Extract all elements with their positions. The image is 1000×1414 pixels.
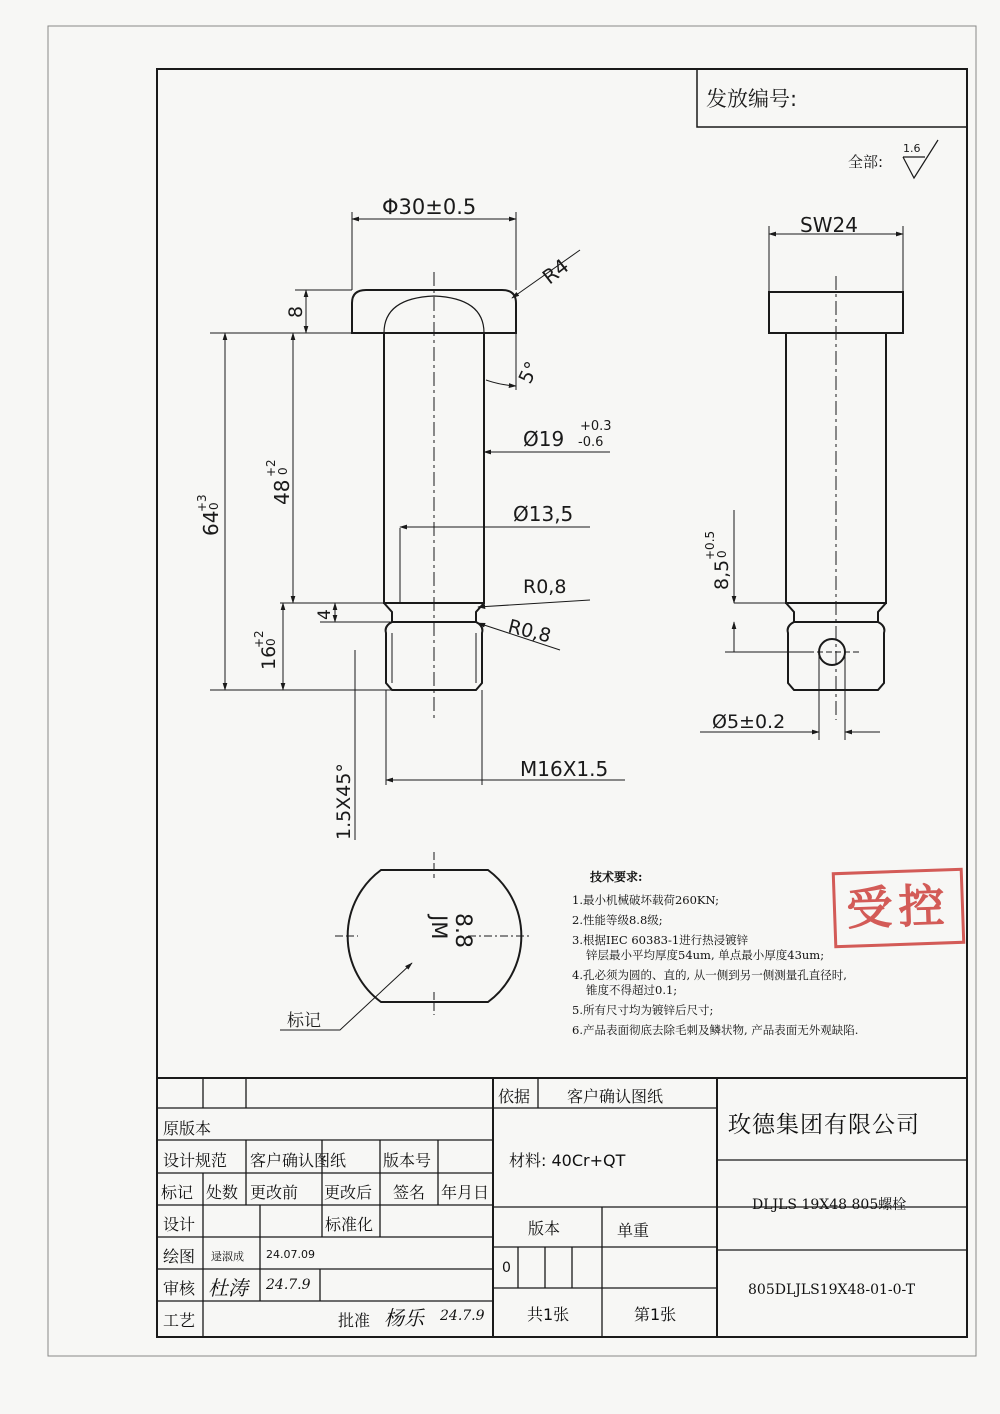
design-label: 设计: [163, 1215, 196, 1234]
dim-chamfer: 1.5X45°: [333, 763, 355, 840]
version-no-label: 版本号: [383, 1151, 432, 1170]
drawing-number: 805DLJLS19X48-01-0-T: [748, 1282, 916, 1298]
tech-requirement-5: 5.所有尺寸均为镀锌后尺寸;: [572, 1003, 714, 1017]
design-spec-value: 客户确认图纸: [250, 1151, 347, 1170]
dim-shank-dia-tol-lower: -0.6: [578, 435, 604, 450]
dim-shank-length-tol-lower: 0: [276, 467, 290, 475]
approver-signature: 杨乐: [384, 1306, 424, 1330]
dim-thread: M16X1.5: [520, 757, 609, 781]
approve-label: 批准: [338, 1311, 371, 1330]
tech-requirements-title: 技术要求:: [590, 870, 643, 884]
dim-groove-width: 4: [315, 609, 335, 620]
material: 材料: 40Cr+QT: [509, 1151, 626, 1170]
version-label: 版本: [528, 1219, 561, 1238]
dim-hole-position: 8,5: [711, 559, 733, 590]
issue-number-label: 发放编号:: [706, 87, 798, 111]
col-sign: 签名: [393, 1183, 426, 1202]
controlled-stamp: 受控: [832, 868, 966, 949]
col-count: 处数: [206, 1183, 239, 1202]
col-after: 更改后: [324, 1183, 373, 1202]
marking-text-jm: JM: [427, 915, 451, 940]
company-name: 玫德集团有限公司: [728, 1112, 920, 1138]
design-spec-label: 设计规范: [163, 1151, 228, 1170]
dim-head-height: 8: [285, 305, 307, 318]
basis-label: 依据: [498, 1087, 531, 1106]
sheet-number: 第1张: [634, 1305, 677, 1324]
dim-head-radius: R4: [537, 253, 574, 290]
tech-requirement-3: 3.根据IEC 60383-1进行热浸镀锌: [572, 933, 749, 947]
col-date: 年月日: [441, 1183, 490, 1202]
product-name: DLJLS 19X48 805螺栓: [752, 1197, 907, 1213]
dim-thread-length-tol: +2: [252, 630, 266, 648]
dim-hole-dia: Ø5±0.2: [712, 711, 786, 733]
tech-requirement-4: 4.孔必须为圆的、直的, 从一侧到另一侧测量孔直径时,: [572, 968, 847, 982]
dim-across-flats: SW24: [800, 213, 858, 237]
dim-total-length: 64: [199, 510, 223, 536]
version-value: 0: [502, 1260, 511, 1276]
review-label: 审核: [163, 1279, 196, 1298]
original-version-label: 原版本: [163, 1119, 212, 1138]
marking-label: 标记: [287, 1011, 321, 1031]
dim-shank-dia: Ø19: [523, 427, 565, 451]
approve-date: 24.7.9: [440, 1308, 485, 1324]
tech-requirement-3b: 锌层最小平均厚度54um, 单点最小厚度43um;: [586, 948, 825, 962]
tech-requirement-4b: 锥度不得超过0.1;: [586, 983, 678, 997]
total-sheets: 共1张: [527, 1305, 570, 1324]
review-date: 24.7.9: [266, 1277, 311, 1293]
dim-hole-position-tol: +0.5: [703, 530, 717, 560]
marking-text-grade: 8.8: [450, 913, 475, 948]
drawer-name: 逯淑成: [211, 1250, 244, 1263]
basis-value: 客户确认图纸: [567, 1087, 664, 1106]
roughness-value: 1.6: [903, 142, 921, 155]
unit-weight-label: 单重: [617, 1221, 650, 1240]
roughness-label: 全部:: [848, 153, 884, 171]
dim-radius-2: R0,8: [505, 615, 554, 648]
tech-requirement-2: 2.性能等级8.8级;: [572, 913, 663, 927]
tech-requirement-1: 1.最小机械破坏载荷260KN;: [572, 893, 720, 907]
dim-thread-length: 16: [258, 645, 280, 670]
col-mark: 标记: [161, 1183, 194, 1202]
dim-groove-dia: Ø13,5: [513, 502, 574, 526]
dim-shank-dia-tol-upper: +0.3: [580, 419, 612, 434]
standardization-label: 标准化: [325, 1215, 374, 1234]
dim-total-length-tol: +3: [195, 494, 209, 512]
drawing-label: 绘图: [163, 1247, 196, 1266]
dim-total-length-tol-lower: 0: [207, 502, 221, 510]
reviewer-signature: 杜涛: [208, 1276, 248, 1300]
dim-hole-position-tol-lower: 0: [715, 550, 729, 558]
dim-shank-length: 48: [270, 479, 294, 505]
dim-angle: 5°: [514, 358, 544, 388]
draw-date: 24.07.09: [266, 1248, 315, 1261]
process-label: 工艺: [163, 1311, 196, 1330]
dim-head-dia: Φ30±0.5: [382, 195, 477, 219]
dim-radius-1: R0,8: [523, 576, 567, 598]
dim-thread-length-tol-lower: 0: [264, 638, 278, 646]
col-before: 更改前: [250, 1183, 299, 1202]
dim-shank-length-tol: +2: [264, 459, 278, 477]
tech-requirement-6: 6.产品表面彻底去除毛刺及鳞状物, 产品表面无外观缺陷.: [572, 1023, 859, 1037]
